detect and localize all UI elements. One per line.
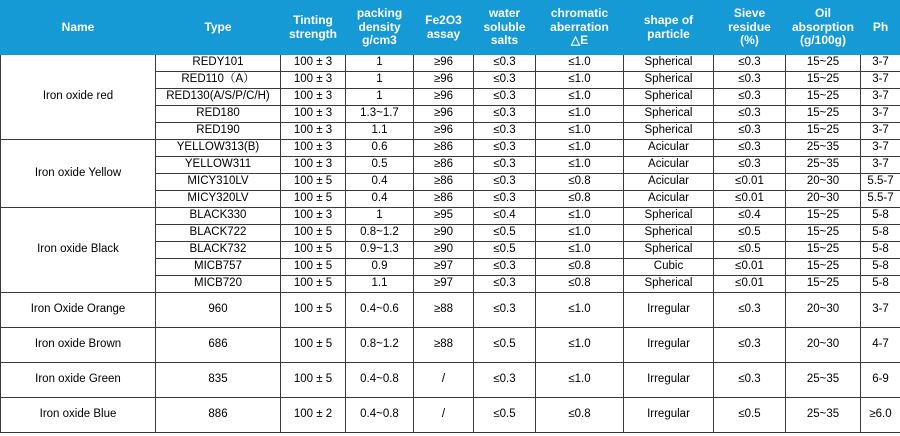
cell-water: ≤0.5 bbox=[474, 225, 536, 242]
product-name-cell: Iron oxide Blue bbox=[1, 398, 156, 433]
cell-ph: 5-8 bbox=[861, 242, 900, 259]
cell-shape: Acicular bbox=[624, 140, 714, 157]
cell-packing: 0.5 bbox=[346, 157, 414, 174]
cell-water: ≤0.3 bbox=[474, 123, 536, 140]
column-header-line: △E bbox=[570, 33, 589, 48]
column-header-line: Tinting bbox=[293, 12, 333, 27]
cell-fe2o3: / bbox=[414, 363, 474, 398]
cell-oil: 15~25 bbox=[786, 276, 861, 293]
cell-water: ≤0.3 bbox=[474, 191, 536, 208]
cell-fe2o3: ≥86 bbox=[414, 191, 474, 208]
cell-shape: Irregular bbox=[624, 293, 714, 328]
cell-fe2o3: ≥96 bbox=[414, 89, 474, 106]
cell-packing: 0.4~0.8 bbox=[346, 363, 414, 398]
cell-packing: 1.1 bbox=[346, 276, 414, 293]
cell-oil: 15~25 bbox=[786, 225, 861, 242]
cell-oil: 25~35 bbox=[786, 363, 861, 398]
cell-packing: 1 bbox=[346, 208, 414, 225]
product-name-cell: Iron oxide Black bbox=[1, 208, 156, 293]
cell-chromatic: ≤1.0 bbox=[536, 363, 624, 398]
cell-oil: 25~35 bbox=[786, 140, 861, 157]
column-header-9 bbox=[786, 1, 861, 55]
cell-water: ≤0.5 bbox=[474, 328, 536, 363]
cell-sieve: ≤0.3 bbox=[714, 293, 786, 328]
cell-ph: 3-7 bbox=[861, 89, 900, 106]
cell-tinting: 100 ± 5 bbox=[281, 225, 346, 242]
table-header bbox=[1, 1, 900, 55]
column-header-line: Sieve bbox=[733, 5, 766, 20]
cell-ph: 3-7 bbox=[861, 140, 900, 157]
cell-oil: 15~25 bbox=[786, 106, 861, 123]
cell-shape: Spherical bbox=[624, 225, 714, 242]
cell-type: BLACK732 bbox=[156, 242, 281, 259]
cell-tinting: 100 ± 3 bbox=[281, 208, 346, 225]
cell-oil: 15~25 bbox=[786, 89, 861, 106]
cell-shape: Irregular bbox=[624, 398, 714, 433]
cell-type: RED130(A/S/P/C/H) bbox=[156, 89, 281, 106]
table-row bbox=[1, 328, 900, 363]
cell-packing: 0.9~1.3 bbox=[346, 242, 414, 259]
cell-fe2o3: ≥96 bbox=[414, 55, 474, 72]
column-header-line: density bbox=[358, 19, 401, 34]
cell-packing: 1.3~1.7 bbox=[346, 106, 414, 123]
cell-water: ≤0.3 bbox=[474, 106, 536, 123]
cell-fe2o3: ≥90 bbox=[414, 225, 474, 242]
cell-fe2o3: ≥96 bbox=[414, 123, 474, 140]
cell-water: ≤0.3 bbox=[474, 293, 536, 328]
cell-fe2o3: / bbox=[414, 398, 474, 433]
cell-tinting: 100 ± 5 bbox=[281, 276, 346, 293]
cell-tinting: 100 ± 3 bbox=[281, 123, 346, 140]
column-header-line: Type bbox=[204, 19, 232, 34]
cell-fe2o3: ≥86 bbox=[414, 174, 474, 191]
cell-shape: Acicular bbox=[624, 174, 714, 191]
table-row bbox=[1, 398, 900, 433]
cell-packing: 0.8~1.2 bbox=[346, 328, 414, 363]
column-header-line: Fe2O3 bbox=[425, 12, 462, 27]
column-header-line: shape of bbox=[643, 12, 694, 27]
table-body bbox=[1, 55, 900, 433]
cell-water: ≤0.3 bbox=[474, 276, 536, 293]
product-name-cell: Iron Oxide Orange bbox=[1, 293, 156, 328]
cell-fe2o3: ≥88 bbox=[414, 293, 474, 328]
cell-packing: 0.4 bbox=[346, 174, 414, 191]
cell-type: 686 bbox=[156, 328, 281, 363]
cell-fe2o3: ≥88 bbox=[414, 328, 474, 363]
cell-water: ≤0.3 bbox=[474, 363, 536, 398]
column-header-0 bbox=[1, 1, 156, 55]
cell-type: RED190 bbox=[156, 123, 281, 140]
cell-oil: 15~25 bbox=[786, 72, 861, 89]
cell-tinting: 100 ± 5 bbox=[281, 363, 346, 398]
column-header-line: assay bbox=[426, 26, 461, 41]
cell-shape: Cubic bbox=[624, 259, 714, 276]
cell-packing: 0.8~1.2 bbox=[346, 225, 414, 242]
cell-tinting: 100 ± 5 bbox=[281, 293, 346, 328]
cell-oil: 20~30 bbox=[786, 293, 861, 328]
cell-chromatic: ≤0.8 bbox=[536, 259, 624, 276]
column-header-line: g/cm3 bbox=[362, 33, 397, 48]
product-name-cell: Iron oxide Brown bbox=[1, 328, 156, 363]
table-row bbox=[1, 208, 900, 225]
cell-ph: 5.5-7 bbox=[861, 174, 900, 191]
cell-sieve: ≤0.01 bbox=[714, 191, 786, 208]
column-header-line: Name bbox=[61, 19, 95, 34]
cell-type: 886 bbox=[156, 398, 281, 433]
cell-ph: 5-8 bbox=[861, 276, 900, 293]
cell-ph: 5.5-7 bbox=[861, 191, 900, 208]
cell-ph: 5-8 bbox=[861, 208, 900, 225]
product-name-cell: Iron oxide red bbox=[1, 55, 156, 140]
cell-ph: 3-7 bbox=[861, 293, 900, 328]
cell-ph: 3-7 bbox=[861, 55, 900, 72]
column-header-line: soluble bbox=[483, 19, 526, 34]
cell-fe2o3: ≥86 bbox=[414, 157, 474, 174]
cell-packing: 0.4~0.8 bbox=[346, 398, 414, 433]
cell-oil: 15~25 bbox=[786, 208, 861, 225]
cell-tinting: 100 ± 5 bbox=[281, 328, 346, 363]
cell-sieve: ≤0.3 bbox=[714, 328, 786, 363]
cell-type: MICB757 bbox=[156, 259, 281, 276]
cell-shape: Spherical bbox=[624, 106, 714, 123]
table-row bbox=[1, 140, 900, 157]
cell-shape: Spherical bbox=[624, 208, 714, 225]
cell-chromatic: ≤1.0 bbox=[536, 123, 624, 140]
cell-fe2o3: ≥96 bbox=[414, 106, 474, 123]
column-header-2 bbox=[281, 1, 346, 55]
cell-type: BLACK330 bbox=[156, 208, 281, 225]
cell-ph: 3-7 bbox=[861, 72, 900, 89]
cell-sieve: ≤0.3 bbox=[714, 123, 786, 140]
cell-sieve: ≤0.3 bbox=[714, 140, 786, 157]
cell-chromatic: ≤1.0 bbox=[536, 225, 624, 242]
cell-oil: 15~25 bbox=[786, 123, 861, 140]
cell-type: BLACK722 bbox=[156, 225, 281, 242]
cell-shape: Irregular bbox=[624, 363, 714, 398]
cell-sieve: ≤0.3 bbox=[714, 55, 786, 72]
cell-fe2o3: ≥97 bbox=[414, 259, 474, 276]
cell-chromatic: ≤1.0 bbox=[536, 208, 624, 225]
column-header-line: packing bbox=[356, 5, 403, 20]
cell-sieve: ≤0.3 bbox=[714, 106, 786, 123]
cell-shape: Spherical bbox=[624, 242, 714, 259]
cell-water: ≤0.5 bbox=[474, 242, 536, 259]
cell-chromatic: ≤1.0 bbox=[536, 328, 624, 363]
cell-tinting: 100 ± 5 bbox=[281, 174, 346, 191]
cell-chromatic: ≤1.0 bbox=[536, 89, 624, 106]
column-header-line: Oil bbox=[814, 5, 831, 20]
column-header-6 bbox=[536, 1, 624, 55]
cell-water: ≤0.3 bbox=[474, 89, 536, 106]
cell-tinting: 100 ± 3 bbox=[281, 72, 346, 89]
cell-ph: 3-7 bbox=[861, 106, 900, 123]
column-header-line: Ph bbox=[872, 19, 889, 34]
cell-type: MICY310LV bbox=[156, 174, 281, 191]
cell-fe2o3: ≥86 bbox=[414, 140, 474, 157]
cell-sieve: ≤0.4 bbox=[714, 208, 786, 225]
cell-packing: 1 bbox=[346, 89, 414, 106]
cell-oil: 20~30 bbox=[786, 191, 861, 208]
cell-oil: 15~25 bbox=[786, 55, 861, 72]
cell-sieve: ≤0.5 bbox=[714, 398, 786, 433]
column-header-line: particle bbox=[647, 26, 690, 41]
cell-water: ≤0.3 bbox=[474, 259, 536, 276]
cell-shape: Acicular bbox=[624, 157, 714, 174]
cell-type: 835 bbox=[156, 363, 281, 398]
cell-chromatic: ≤1.0 bbox=[536, 157, 624, 174]
cell-tinting: 100 ± 5 bbox=[281, 191, 346, 208]
cell-tinting: 100 ± 3 bbox=[281, 140, 346, 157]
cell-sieve: ≤0.01 bbox=[714, 276, 786, 293]
cell-chromatic: ≤1.0 bbox=[536, 106, 624, 123]
cell-ph: 3-7 bbox=[861, 157, 900, 174]
cell-ph: 5-8 bbox=[861, 259, 900, 276]
column-header-1 bbox=[156, 1, 281, 55]
cell-water: ≤0.4 bbox=[474, 208, 536, 225]
cell-oil: 20~30 bbox=[786, 328, 861, 363]
product-name-cell: Iron oxide Yellow bbox=[1, 140, 156, 208]
column-header-5 bbox=[474, 1, 536, 55]
cell-sieve: ≤0.01 bbox=[714, 174, 786, 191]
column-header-line: (g/100g) bbox=[799, 33, 846, 48]
cell-shape: Spherical bbox=[624, 55, 714, 72]
cell-chromatic: ≤0.8 bbox=[536, 174, 624, 191]
cell-sieve: ≤0.5 bbox=[714, 225, 786, 242]
column-header-line: (%) bbox=[740, 33, 759, 48]
cell-tinting: 100 ± 3 bbox=[281, 106, 346, 123]
cell-fe2o3: ≥97 bbox=[414, 276, 474, 293]
column-header-line: chromatic bbox=[550, 5, 609, 20]
table-row bbox=[1, 293, 900, 328]
cell-shape: Acicular bbox=[624, 191, 714, 208]
column-header-line: aberration bbox=[550, 19, 609, 34]
cell-packing: 0.4 bbox=[346, 191, 414, 208]
cell-sieve: ≤0.3 bbox=[714, 363, 786, 398]
cell-shape: Spherical bbox=[624, 72, 714, 89]
cell-chromatic: ≤1.0 bbox=[536, 140, 624, 157]
column-header-4 bbox=[414, 1, 474, 55]
cell-packing: 1.1 bbox=[346, 123, 414, 140]
cell-tinting: 100 ± 5 bbox=[281, 259, 346, 276]
cell-oil: 25~35 bbox=[786, 398, 861, 433]
cell-sieve: ≤0.3 bbox=[714, 157, 786, 174]
cell-type: 960 bbox=[156, 293, 281, 328]
cell-tinting: 100 ± 3 bbox=[281, 157, 346, 174]
column-header-line: water bbox=[488, 5, 521, 20]
cell-packing: 0.4~0.6 bbox=[346, 293, 414, 328]
cell-chromatic: ≤1.0 bbox=[536, 72, 624, 89]
cell-water: ≤0.5 bbox=[474, 398, 536, 433]
cell-tinting: 100 ± 3 bbox=[281, 89, 346, 106]
cell-water: ≤0.3 bbox=[474, 55, 536, 72]
column-header-3 bbox=[346, 1, 414, 55]
cell-ph: 3-7 bbox=[861, 123, 900, 140]
cell-fe2o3: ≥96 bbox=[414, 72, 474, 89]
column-header-7 bbox=[624, 1, 714, 55]
cell-type: MICY320LV bbox=[156, 191, 281, 208]
cell-sieve: ≤0.3 bbox=[714, 72, 786, 89]
cell-water: ≤0.3 bbox=[474, 157, 536, 174]
cell-shape: Spherical bbox=[624, 89, 714, 106]
cell-tinting: 100 ± 2 bbox=[281, 398, 346, 433]
table-row bbox=[1, 363, 900, 398]
column-header-10 bbox=[861, 1, 900, 55]
cell-ph: ≥6.0 bbox=[861, 398, 900, 433]
cell-shape: Spherical bbox=[624, 276, 714, 293]
cell-oil: 25~35 bbox=[786, 157, 861, 174]
cell-ph: 4-7 bbox=[861, 328, 900, 363]
cell-water: ≤0.3 bbox=[474, 140, 536, 157]
cell-fe2o3: ≥90 bbox=[414, 242, 474, 259]
cell-type: RED110（A） bbox=[156, 72, 281, 89]
cell-type: YELLOW311 bbox=[156, 157, 281, 174]
cell-water: ≤0.3 bbox=[474, 174, 536, 191]
cell-chromatic: ≤0.8 bbox=[536, 398, 624, 433]
cell-chromatic: ≤1.0 bbox=[536, 55, 624, 72]
cell-sieve: ≤0.01 bbox=[714, 259, 786, 276]
cell-fe2o3: ≥95 bbox=[414, 208, 474, 225]
cell-packing: 0.6 bbox=[346, 140, 414, 157]
table-row bbox=[1, 55, 900, 72]
cell-packing: 0.9 bbox=[346, 259, 414, 276]
cell-packing: 1 bbox=[346, 72, 414, 89]
cell-chromatic: ≤0.8 bbox=[536, 276, 624, 293]
cell-type: YELLOW313(B) bbox=[156, 140, 281, 157]
header-row bbox=[1, 1, 900, 55]
cell-chromatic: ≤1.0 bbox=[536, 242, 624, 259]
cell-ph: 5-8 bbox=[861, 225, 900, 242]
column-header-8 bbox=[714, 1, 786, 55]
cell-water: ≤0.3 bbox=[474, 72, 536, 89]
cell-type: MICB720 bbox=[156, 276, 281, 293]
cell-type: REDY101 bbox=[156, 55, 281, 72]
cell-chromatic: ≤0.8 bbox=[536, 191, 624, 208]
column-header-line: salts bbox=[490, 33, 519, 48]
cell-type: RED180 bbox=[156, 106, 281, 123]
column-header-line: absorption bbox=[792, 19, 854, 34]
cell-oil: 20~30 bbox=[786, 174, 861, 191]
cell-shape: Irregular bbox=[624, 328, 714, 363]
cell-ph: 6-9 bbox=[861, 363, 900, 398]
cell-tinting: 100 ± 3 bbox=[281, 55, 346, 72]
column-header-line: residue bbox=[728, 19, 771, 34]
column-header-line: strength bbox=[289, 26, 337, 41]
cell-sieve: ≤0.3 bbox=[714, 89, 786, 106]
cell-shape: Spherical bbox=[624, 123, 714, 140]
cell-tinting: 100 ± 5 bbox=[281, 242, 346, 259]
cell-oil: 15~25 bbox=[786, 242, 861, 259]
cell-packing: 1 bbox=[346, 55, 414, 72]
cell-sieve: ≤0.5 bbox=[714, 242, 786, 259]
cell-chromatic: ≤1.0 bbox=[536, 293, 624, 328]
cell-oil: 15~25 bbox=[786, 259, 861, 276]
product-name-cell: Iron oxide Green bbox=[1, 363, 156, 398]
